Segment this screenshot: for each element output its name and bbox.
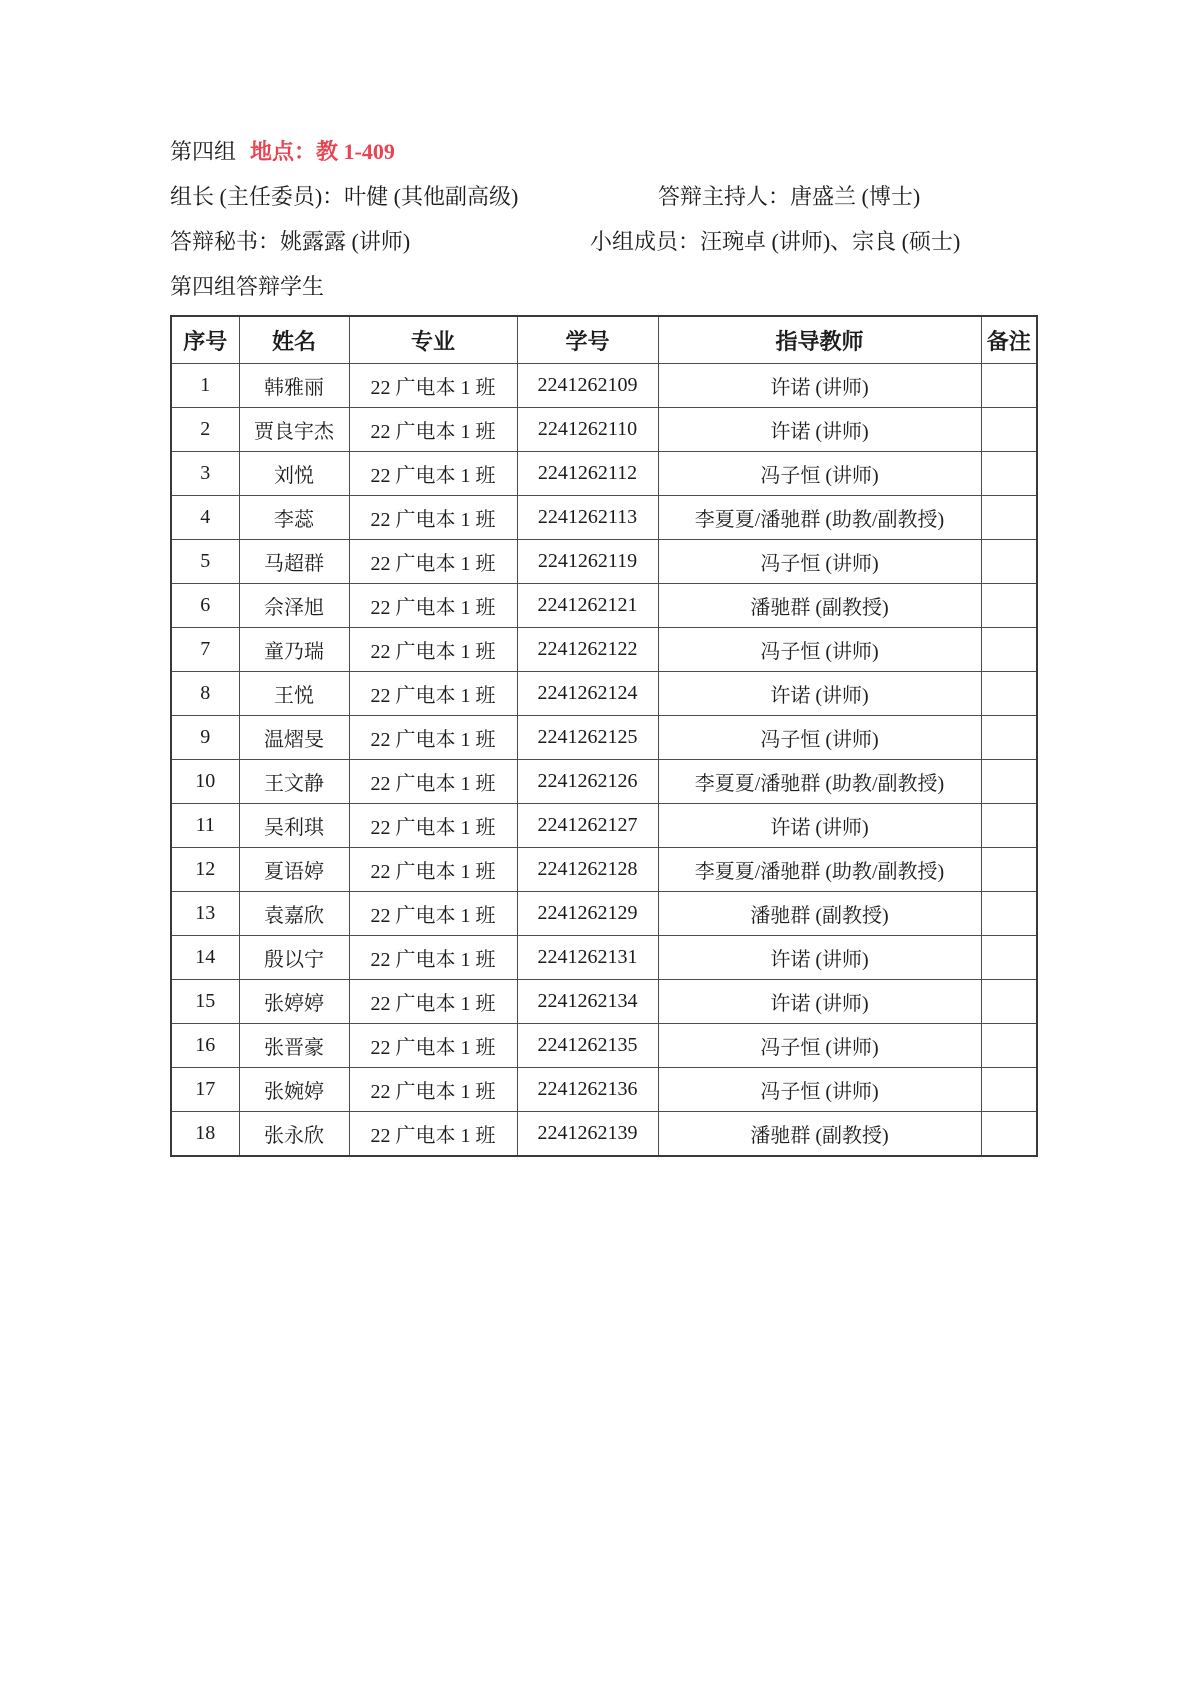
cell-index: 18	[171, 1112, 239, 1157]
cell-remark	[981, 892, 1037, 936]
table-row	[171, 1068, 1037, 1112]
cell-remark	[981, 936, 1037, 980]
cell-remark	[981, 980, 1037, 1024]
cell-name: 张晋豪	[239, 1024, 349, 1068]
table-row	[171, 364, 1037, 408]
cell-index: 4	[171, 496, 239, 540]
cell-index: 1	[171, 364, 239, 408]
leader-line	[170, 183, 1040, 211]
cell-student_id: 2241262122	[517, 628, 658, 672]
cell-index: 14	[171, 936, 239, 980]
secretary-line	[170, 228, 1040, 256]
cell-advisor: 冯子恒 (讲师)	[658, 628, 981, 672]
cell-index: 8	[171, 672, 239, 716]
table-row	[171, 452, 1037, 496]
cell-index: 9	[171, 716, 239, 760]
cell-remark	[981, 848, 1037, 892]
table-row	[171, 804, 1037, 848]
cell-student_id: 2241262134	[517, 980, 658, 1024]
cell-index: 13	[171, 892, 239, 936]
column-header-name: 姓名	[239, 316, 349, 364]
column-header-student_id: 学号	[517, 316, 658, 364]
cell-name: 吴利琪	[239, 804, 349, 848]
cell-remark	[981, 540, 1037, 584]
cell-major: 22 广电本 1 班	[349, 496, 517, 540]
cell-major: 22 广电本 1 班	[349, 760, 517, 804]
cell-major: 22 广电本 1 班	[349, 1112, 517, 1157]
cell-name: 贾良宇杰	[239, 408, 349, 452]
cell-index: 7	[171, 628, 239, 672]
cell-advisor: 许诺 (讲师)	[658, 804, 981, 848]
group-title-line	[170, 138, 1040, 166]
cell-remark	[981, 804, 1037, 848]
table-row	[171, 716, 1037, 760]
cell-name: 李蕊	[239, 496, 349, 540]
cell-name: 马超群	[239, 540, 349, 584]
cell-advisor: 冯子恒 (讲师)	[658, 452, 981, 496]
defense-host-text: 答辩主持人：唐盛兰 (博士)	[658, 184, 921, 209]
table-row	[171, 936, 1037, 980]
cell-advisor: 李夏夏/潘驰群 (助教/副教授)	[658, 496, 981, 540]
cell-major: 22 广电本 1 班	[349, 716, 517, 760]
cell-advisor: 冯子恒 (讲师)	[658, 716, 981, 760]
cell-index: 3	[171, 452, 239, 496]
table-row	[171, 980, 1037, 1024]
table-row	[171, 1112, 1037, 1157]
cell-major: 22 广电本 1 班	[349, 936, 517, 980]
cell-student_id: 2241262113	[517, 496, 658, 540]
cell-major: 22 广电本 1 班	[349, 1024, 517, 1068]
secretary-text: 答辩秘书：姚露露 (讲师)	[170, 229, 411, 254]
cell-major: 22 广电本 1 班	[349, 364, 517, 408]
cell-advisor: 李夏夏/潘驰群 (助教/副教授)	[658, 848, 981, 892]
cell-name: 佘泽旭	[239, 584, 349, 628]
cell-index: 5	[171, 540, 239, 584]
cell-name: 温熠旻	[239, 716, 349, 760]
cell-advisor: 潘驰群 (副教授)	[658, 892, 981, 936]
cell-student_id: 2241262109	[517, 364, 658, 408]
cell-name: 韩雅丽	[239, 364, 349, 408]
cell-student_id: 2241262121	[517, 584, 658, 628]
cell-student_id: 2241262125	[517, 716, 658, 760]
cell-index: 11	[171, 804, 239, 848]
cell-index: 17	[171, 1068, 239, 1112]
cell-student_id: 2241262112	[517, 452, 658, 496]
cell-student_id: 2241262128	[517, 848, 658, 892]
cell-student_id: 2241262135	[517, 1024, 658, 1068]
cell-student_id: 2241262129	[517, 892, 658, 936]
table-row	[171, 760, 1037, 804]
table-header-row	[171, 316, 1037, 364]
cell-index: 2	[171, 408, 239, 452]
column-header-index: 序号	[171, 316, 239, 364]
cell-student_id: 2241262127	[517, 804, 658, 848]
cell-student_id: 2241262119	[517, 540, 658, 584]
table-caption: 第四组答辩学生	[170, 274, 325, 299]
cell-remark	[981, 584, 1037, 628]
table-row	[171, 892, 1037, 936]
cell-remark	[981, 760, 1037, 804]
students-table	[170, 315, 1038, 1157]
cell-advisor: 潘驰群 (副教授)	[658, 1112, 981, 1157]
cell-index: 6	[171, 584, 239, 628]
cell-student_id: 2241262124	[517, 672, 658, 716]
column-header-advisor: 指导教师	[658, 316, 981, 364]
cell-name: 王文静	[239, 760, 349, 804]
cell-name: 袁嘉欣	[239, 892, 349, 936]
cell-major: 22 广电本 1 班	[349, 804, 517, 848]
cell-advisor: 冯子恒 (讲师)	[658, 540, 981, 584]
cell-student_id: 2241262139	[517, 1112, 658, 1157]
cell-advisor: 许诺 (讲师)	[658, 408, 981, 452]
table-row	[171, 540, 1037, 584]
cell-advisor: 许诺 (讲师)	[658, 936, 981, 980]
cell-remark	[981, 408, 1037, 452]
cell-index: 15	[171, 980, 239, 1024]
cell-index: 10	[171, 760, 239, 804]
cell-major: 22 广电本 1 班	[349, 584, 517, 628]
table-row	[171, 584, 1037, 628]
leader-text: 组长 (主任委员)：叶健 (其他副高级)	[170, 184, 519, 209]
cell-name: 刘悦	[239, 452, 349, 496]
cell-major: 22 广电本 1 班	[349, 892, 517, 936]
cell-major: 22 广电本 1 班	[349, 540, 517, 584]
cell-major: 22 广电本 1 班	[349, 980, 517, 1024]
table-row	[171, 848, 1037, 892]
cell-remark	[981, 672, 1037, 716]
location-text: 地点：教 1-409	[250, 139, 395, 164]
cell-name: 王悦	[239, 672, 349, 716]
table-row	[171, 672, 1037, 716]
column-header-remark: 备注	[981, 316, 1037, 364]
group-label: 第四组	[170, 139, 237, 164]
cell-remark	[981, 1112, 1037, 1157]
cell-remark	[981, 716, 1037, 760]
cell-advisor: 李夏夏/潘驰群 (助教/副教授)	[658, 760, 981, 804]
cell-major: 22 广电本 1 班	[349, 408, 517, 452]
cell-student_id: 2241262131	[517, 936, 658, 980]
cell-student_id: 2241262126	[517, 760, 658, 804]
cell-advisor: 许诺 (讲师)	[658, 364, 981, 408]
cell-advisor: 许诺 (讲师)	[658, 980, 981, 1024]
cell-major: 22 广电本 1 班	[349, 848, 517, 892]
cell-advisor: 潘驰群 (副教授)	[658, 584, 981, 628]
cell-remark	[981, 496, 1037, 540]
cell-name: 童乃瑞	[239, 628, 349, 672]
column-header-major: 专业	[349, 316, 517, 364]
cell-name: 殷以宁	[239, 936, 349, 980]
cell-major: 22 广电本 1 班	[349, 628, 517, 672]
cell-index: 12	[171, 848, 239, 892]
cell-remark	[981, 1024, 1037, 1068]
table-row	[171, 496, 1037, 540]
table-row	[171, 628, 1037, 672]
cell-remark	[981, 364, 1037, 408]
cell-student_id: 2241262110	[517, 408, 658, 452]
cell-major: 22 广电本 1 班	[349, 452, 517, 496]
group-members-text: 小组成员：汪琬卓 (讲师)、宗良 (硕士)	[590, 229, 961, 254]
cell-advisor: 冯子恒 (讲师)	[658, 1068, 981, 1112]
cell-name: 张婷婷	[239, 980, 349, 1024]
cell-remark	[981, 452, 1037, 496]
cell-name: 夏语婷	[239, 848, 349, 892]
cell-remark	[981, 628, 1037, 672]
table-row	[171, 408, 1037, 452]
cell-name: 张永欣	[239, 1112, 349, 1157]
cell-remark	[981, 1068, 1037, 1112]
cell-index: 16	[171, 1024, 239, 1068]
table-row	[171, 1024, 1037, 1068]
cell-name: 张婉婷	[239, 1068, 349, 1112]
cell-major: 22 广电本 1 班	[349, 1068, 517, 1112]
cell-major: 22 广电本 1 班	[349, 672, 517, 716]
cell-advisor: 冯子恒 (讲师)	[658, 1024, 981, 1068]
cell-student_id: 2241262136	[517, 1068, 658, 1112]
cell-advisor: 许诺 (讲师)	[658, 672, 981, 716]
